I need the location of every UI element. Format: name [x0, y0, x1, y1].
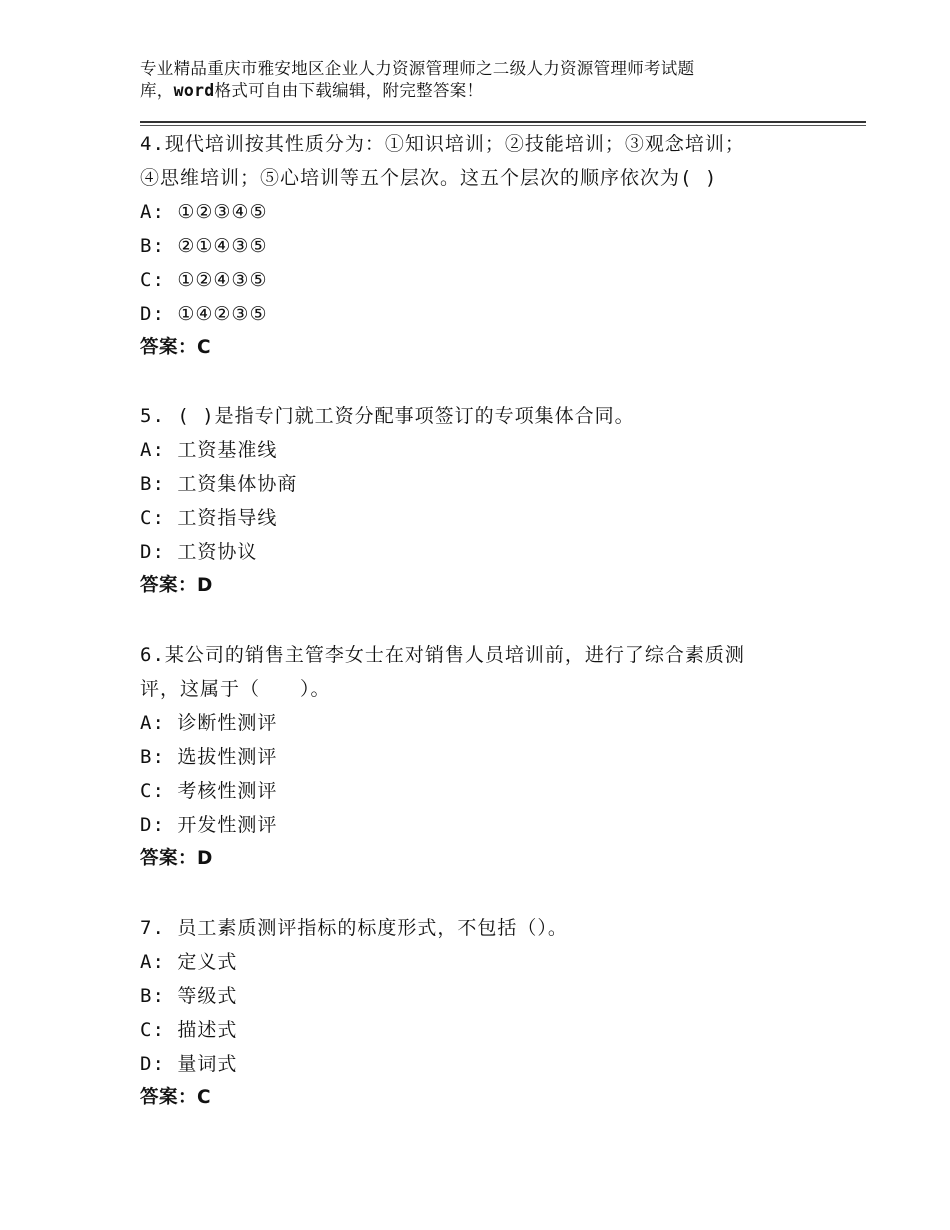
question-stem	[140, 127, 820, 195]
document-header	[140, 58, 820, 102]
option-a: A: 诊断性测评	[140, 712, 278, 734]
question-7	[140, 911, 820, 1115]
stem-line: 5. ( )是指专门就工资分配事项签订的专项集体合同。	[140, 405, 635, 427]
option-b: B: 工资集体协商	[140, 473, 298, 495]
header-line-2	[140, 80, 820, 102]
divider-thin-line	[140, 125, 866, 126]
option-a: A: ①②③④⑤	[140, 201, 268, 223]
option-a: A: 定义式	[140, 951, 238, 973]
option-d: D: 工资协议	[140, 541, 258, 563]
stem-line: ④思维培训；⑤心培训等五个层次。这五个层次的顺序依次为( )	[140, 167, 718, 189]
question-stem	[140, 911, 820, 945]
header-line-2-pre: 库，	[140, 81, 174, 100]
header-line-2-post: 格式可自由下载编辑，附完整答案！	[214, 81, 484, 100]
option-d: D: 量词式	[140, 1053, 238, 1075]
answer: 答案：C	[140, 1087, 212, 1108]
option-c: C: 描述式	[140, 1019, 238, 1041]
option-c: C: 考核性测评	[140, 780, 278, 802]
answer: 答案：C	[140, 337, 212, 358]
stem-line: 评，这属于（ ）。	[140, 678, 331, 700]
answer: 答案：D	[140, 575, 213, 596]
answer: 答案：D	[140, 848, 213, 869]
question-stem	[140, 399, 820, 433]
stem-line: 6.某公司的销售主管李女士在对销售人员培训前，进行了综合素质测	[140, 644, 745, 666]
question-6	[140, 638, 820, 876]
option-b: B: ②①④③⑤	[140, 235, 268, 257]
question-4	[140, 127, 820, 365]
header-divider	[140, 121, 866, 126]
stem-line: 4.现代培训按其性质分为：①知识培训；②技能培训；③观念培训；	[140, 133, 745, 155]
option-b: B: 等级式	[140, 985, 238, 1007]
option-c: C: ①②④③⑤	[140, 269, 268, 291]
question-5	[140, 399, 820, 603]
header-line-1: 专业精品重庆市雅安地区企业人力资源管理师之二级人力资源管理师考试题	[140, 59, 695, 78]
option-d: D: 开发性测评	[140, 814, 278, 836]
question-stem	[140, 638, 820, 706]
option-d: D: ①④②③⑤	[140, 303, 268, 325]
option-c: C: 工资指导线	[140, 507, 278, 529]
stem-line: 7. 员工素质测评指标的标度形式，不包括（）。	[140, 917, 568, 939]
header-word-text: word	[173, 81, 215, 100]
option-b: B: 选拔性测评	[140, 746, 278, 768]
option-a: A: 工资基准线	[140, 439, 278, 461]
